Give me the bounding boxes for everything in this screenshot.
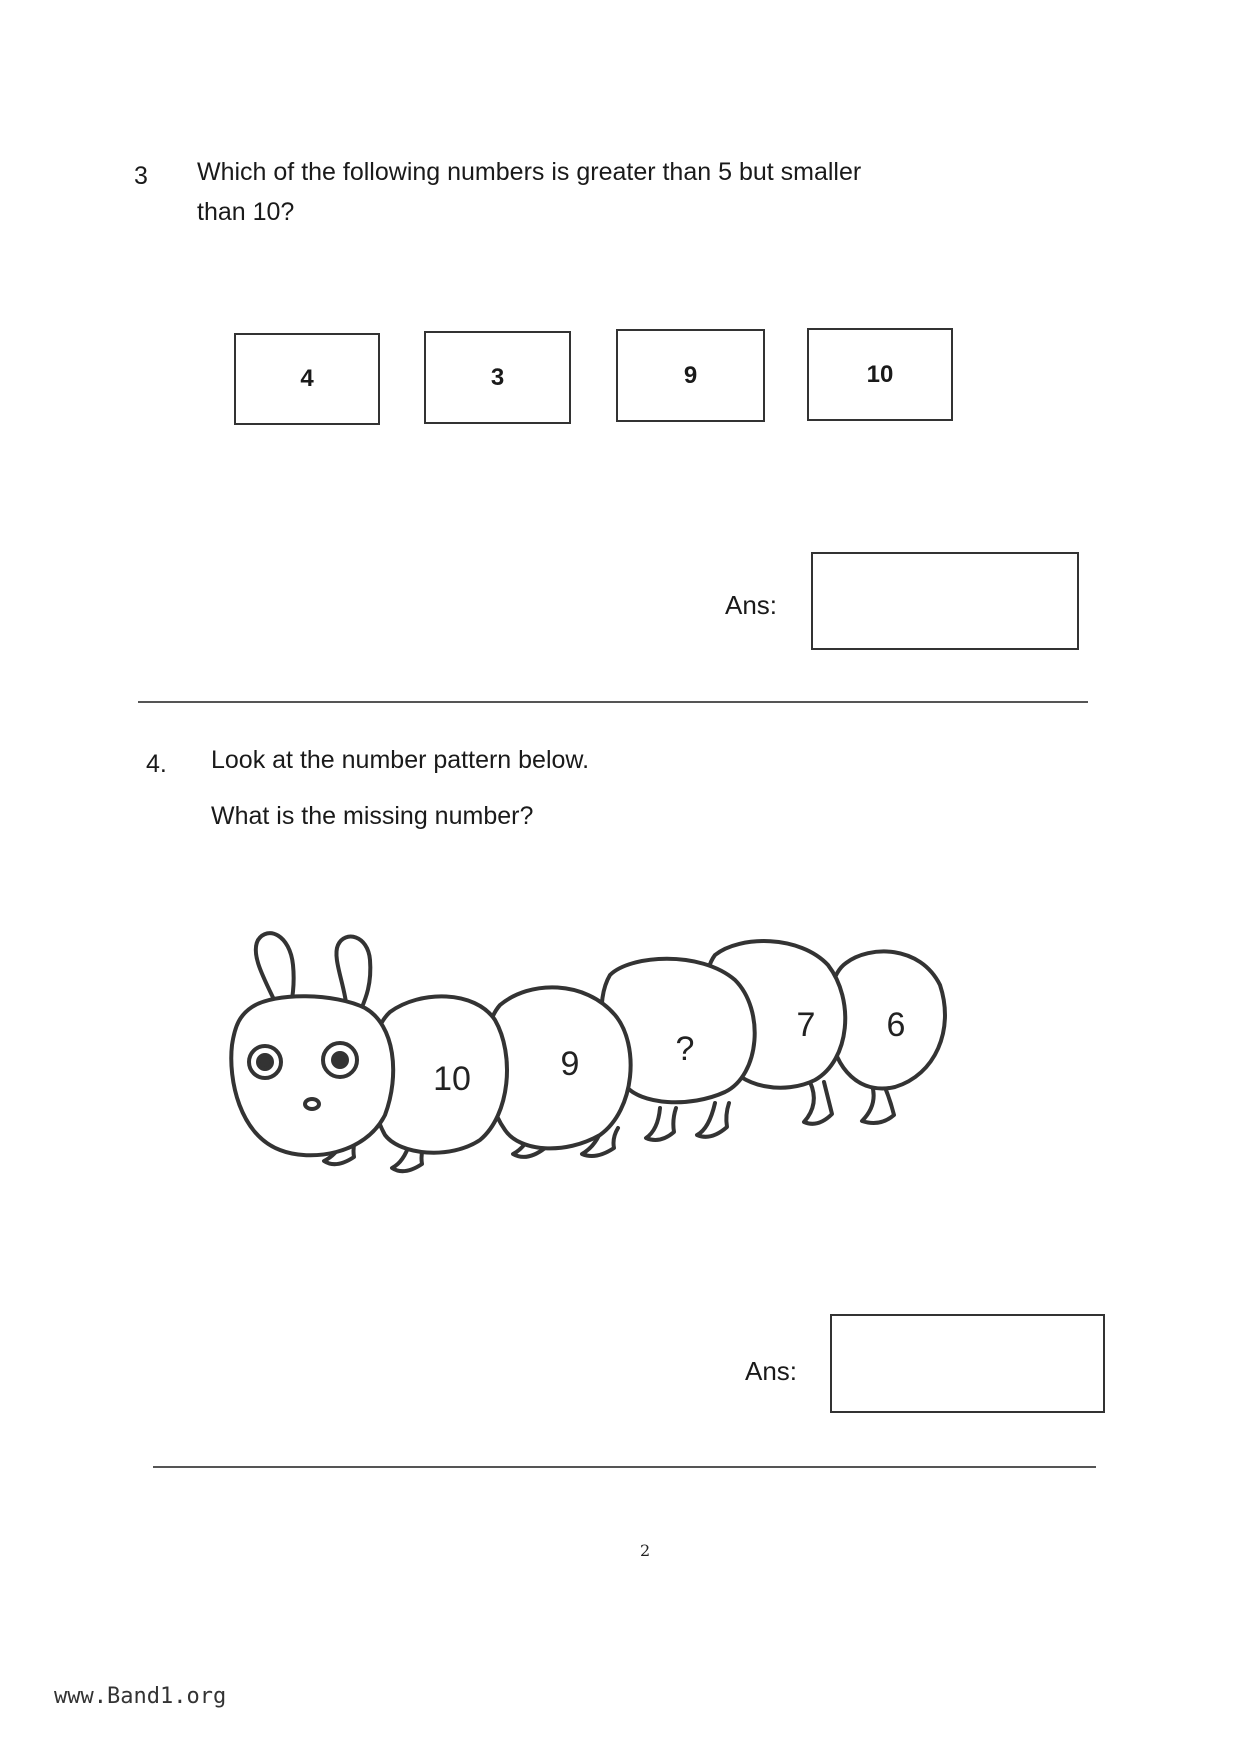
- caterpillar-segment-number: ?: [675, 1030, 695, 1068]
- section-divider: [153, 1466, 1096, 1468]
- question-3-text-line2: than 10?: [197, 198, 295, 226]
- question-4-text-line2: What is the missing number?: [211, 802, 534, 830]
- option-value: 9: [683, 361, 698, 389]
- question-3-text: [197, 152, 861, 232]
- option-box-1: [234, 333, 380, 425]
- section-divider: [138, 701, 1088, 703]
- question-4-text-line1: Look at the number pattern below.: [211, 746, 590, 774]
- question-3-number: 3: [134, 162, 148, 190]
- question-4-answer-box[interactable]: [830, 1314, 1105, 1413]
- question-4-number: 4.: [146, 750, 167, 778]
- footer-url: www.Band1.org: [54, 1684, 227, 1709]
- question-3-answer-label: Ans:: [725, 590, 778, 620]
- option-value: 4: [300, 365, 314, 392]
- caterpillar-segment-number: 9: [560, 1045, 580, 1083]
- question-3-answer-box[interactable]: [811, 552, 1079, 650]
- question-3-text-line1: Which of the following numbers is greater than 5 but smaller: [197, 158, 862, 186]
- caterpillar-segment-number: 6: [886, 1006, 906, 1044]
- page-number: 2: [640, 1541, 651, 1560]
- option-value: 3: [490, 363, 505, 391]
- caterpillar-illustration: [220, 925, 980, 1185]
- option-value: 10: [866, 360, 894, 388]
- question-4-answer-label: Ans:: [745, 1356, 798, 1386]
- caterpillar-segment-number: 7: [796, 1006, 816, 1044]
- caterpillar-segment-number: 10: [433, 1060, 471, 1098]
- option-box-2: [424, 331, 571, 424]
- option-box-4: [807, 328, 953, 421]
- option-box-3: [616, 329, 765, 422]
- question-4-text: [211, 740, 589, 836]
